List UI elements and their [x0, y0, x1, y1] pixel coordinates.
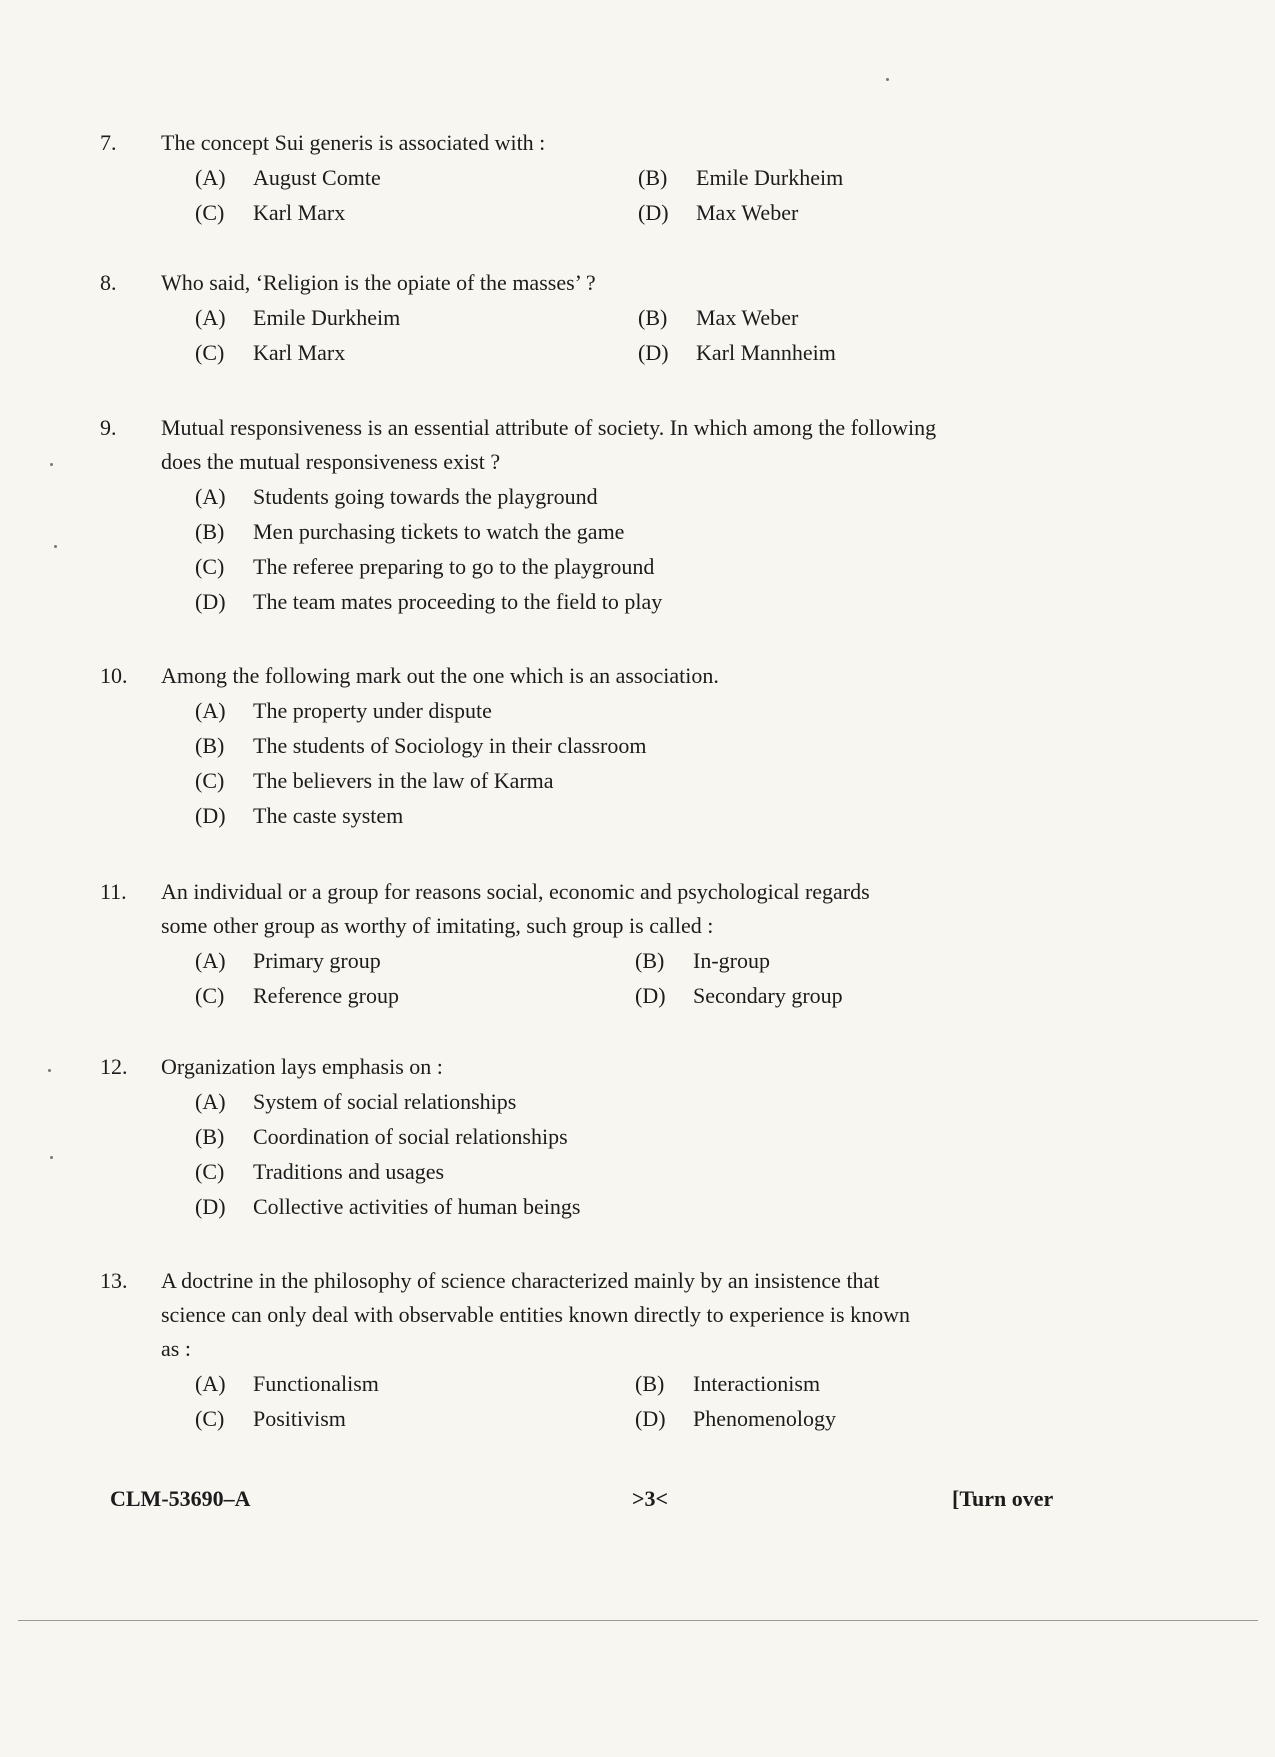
- paper-code: CLM-53690–A: [110, 1486, 251, 1511]
- option-text: The believers in the law of Karma: [253, 768, 554, 793]
- question-12: [100, 1050, 960, 1224]
- question-text: Who said, ‘Religion is the opiate of the masses’ ?: [161, 270, 596, 295]
- option-text: Secondary group: [693, 983, 843, 1008]
- option-label: (B): [195, 519, 225, 544]
- question-text: The concept Sui generis is associated with :: [161, 130, 546, 155]
- option-text: Collective activities of human beings: [253, 1194, 581, 1219]
- question-text: Organization lays emphasis on :: [161, 1054, 443, 1079]
- question-number: 10.: [100, 663, 128, 688]
- option-text: Men purchasing tickets to watch the game: [253, 519, 625, 544]
- question-number: 8.: [100, 270, 117, 295]
- option-text: Interactionism: [693, 1371, 821, 1396]
- option-label: (A): [195, 1371, 226, 1396]
- option-text: Reference group: [253, 983, 399, 1008]
- question-text: An individual or a group for reasons social, economic and psychological regards: [161, 879, 870, 904]
- question-number: 7.: [100, 130, 117, 155]
- question-10: [100, 659, 960, 833]
- option-label: (C): [195, 768, 225, 793]
- question-7: [100, 126, 960, 230]
- question-11: [100, 875, 960, 1013]
- option-text: Positivism: [253, 1406, 346, 1431]
- option-label: (D): [195, 589, 226, 614]
- turn-over-label: [Turn over: [952, 1486, 1054, 1511]
- question-number: 13.: [100, 1268, 128, 1293]
- option-label: (C): [195, 340, 225, 365]
- option-text: Emile Durkheim: [696, 165, 844, 190]
- option-text: Karl Mannheim: [696, 340, 836, 365]
- option-text: Max Weber: [696, 305, 799, 330]
- option-text: In-group: [693, 948, 770, 973]
- question-text: does the mutual responsiveness exist ?: [161, 449, 501, 474]
- question-text: science can only deal with observable entities known directly to experience is known: [161, 1302, 910, 1327]
- option-label: (B): [638, 165, 668, 190]
- scan-speck: [54, 545, 57, 548]
- option-label: (B): [195, 733, 225, 758]
- question-9: [100, 411, 960, 619]
- option-label: (C): [195, 983, 225, 1008]
- option-label: (A): [195, 1089, 226, 1114]
- option-label: (C): [195, 554, 225, 579]
- question-13: [100, 1264, 960, 1436]
- option-text: Max Weber: [696, 200, 799, 225]
- option-text: Emile Durkheim: [253, 305, 401, 330]
- option-label: (A): [195, 165, 226, 190]
- question-number: 9.: [100, 415, 117, 440]
- option-label: (A): [195, 484, 226, 509]
- scan-speck: [50, 1156, 53, 1159]
- option-text: Karl Marx: [253, 200, 346, 225]
- option-label: (D): [635, 983, 666, 1008]
- option-label: (D): [635, 1406, 666, 1431]
- option-text: Primary group: [253, 948, 381, 973]
- option-text: The students of Sociology in their classroom: [253, 733, 647, 758]
- option-label: (C): [195, 200, 225, 225]
- option-text: The team mates proceeding to the field to play: [253, 589, 663, 614]
- option-label: (A): [195, 948, 226, 973]
- question-text: Mutual responsiveness is an essential attribute of society. In which among the following: [161, 415, 937, 440]
- option-text: The property under dispute: [253, 698, 492, 723]
- option-text: August Comte: [253, 165, 381, 190]
- option-text: The caste system: [253, 803, 404, 828]
- option-label: (D): [195, 803, 226, 828]
- option-text: Phenomenology: [693, 1406, 836, 1431]
- option-label: (C): [195, 1406, 225, 1431]
- question-number: 11.: [100, 879, 127, 904]
- option-label: (A): [195, 305, 226, 330]
- option-text: Students going towards the playground: [253, 484, 598, 509]
- option-label: (B): [195, 1124, 225, 1149]
- option-text: System of social relationships: [253, 1089, 517, 1114]
- option-label: (B): [635, 948, 665, 973]
- option-text: Coordination of social relationships: [253, 1124, 568, 1149]
- scan-speck: [48, 1069, 51, 1072]
- option-label: (D): [638, 200, 669, 225]
- question-text: A doctrine in the philosophy of science characterized mainly by an insistence that: [161, 1268, 880, 1293]
- question-text: Among the following mark out the one which is an association.: [161, 663, 719, 688]
- option-label: (B): [635, 1371, 665, 1396]
- scan-speck: [886, 78, 889, 81]
- option-text: Functionalism: [253, 1371, 379, 1396]
- option-text: The referee preparing to go to the playground: [253, 554, 655, 579]
- bottom-rule: [18, 1620, 1258, 1621]
- page-number: >3<: [632, 1486, 669, 1511]
- question-8: [100, 266, 960, 370]
- option-text: Karl Marx: [253, 340, 346, 365]
- option-text: Traditions and usages: [253, 1159, 445, 1184]
- scan-speck: [50, 463, 53, 466]
- question-text: some other group as worthy of imitating, such group is called :: [161, 913, 714, 938]
- option-label: (D): [195, 1194, 226, 1219]
- option-label: (A): [195, 698, 226, 723]
- option-label: (B): [638, 305, 668, 330]
- option-label: (C): [195, 1159, 225, 1184]
- option-label: (D): [638, 340, 669, 365]
- question-number: 12.: [100, 1054, 128, 1079]
- question-text: as :: [161, 1336, 191, 1361]
